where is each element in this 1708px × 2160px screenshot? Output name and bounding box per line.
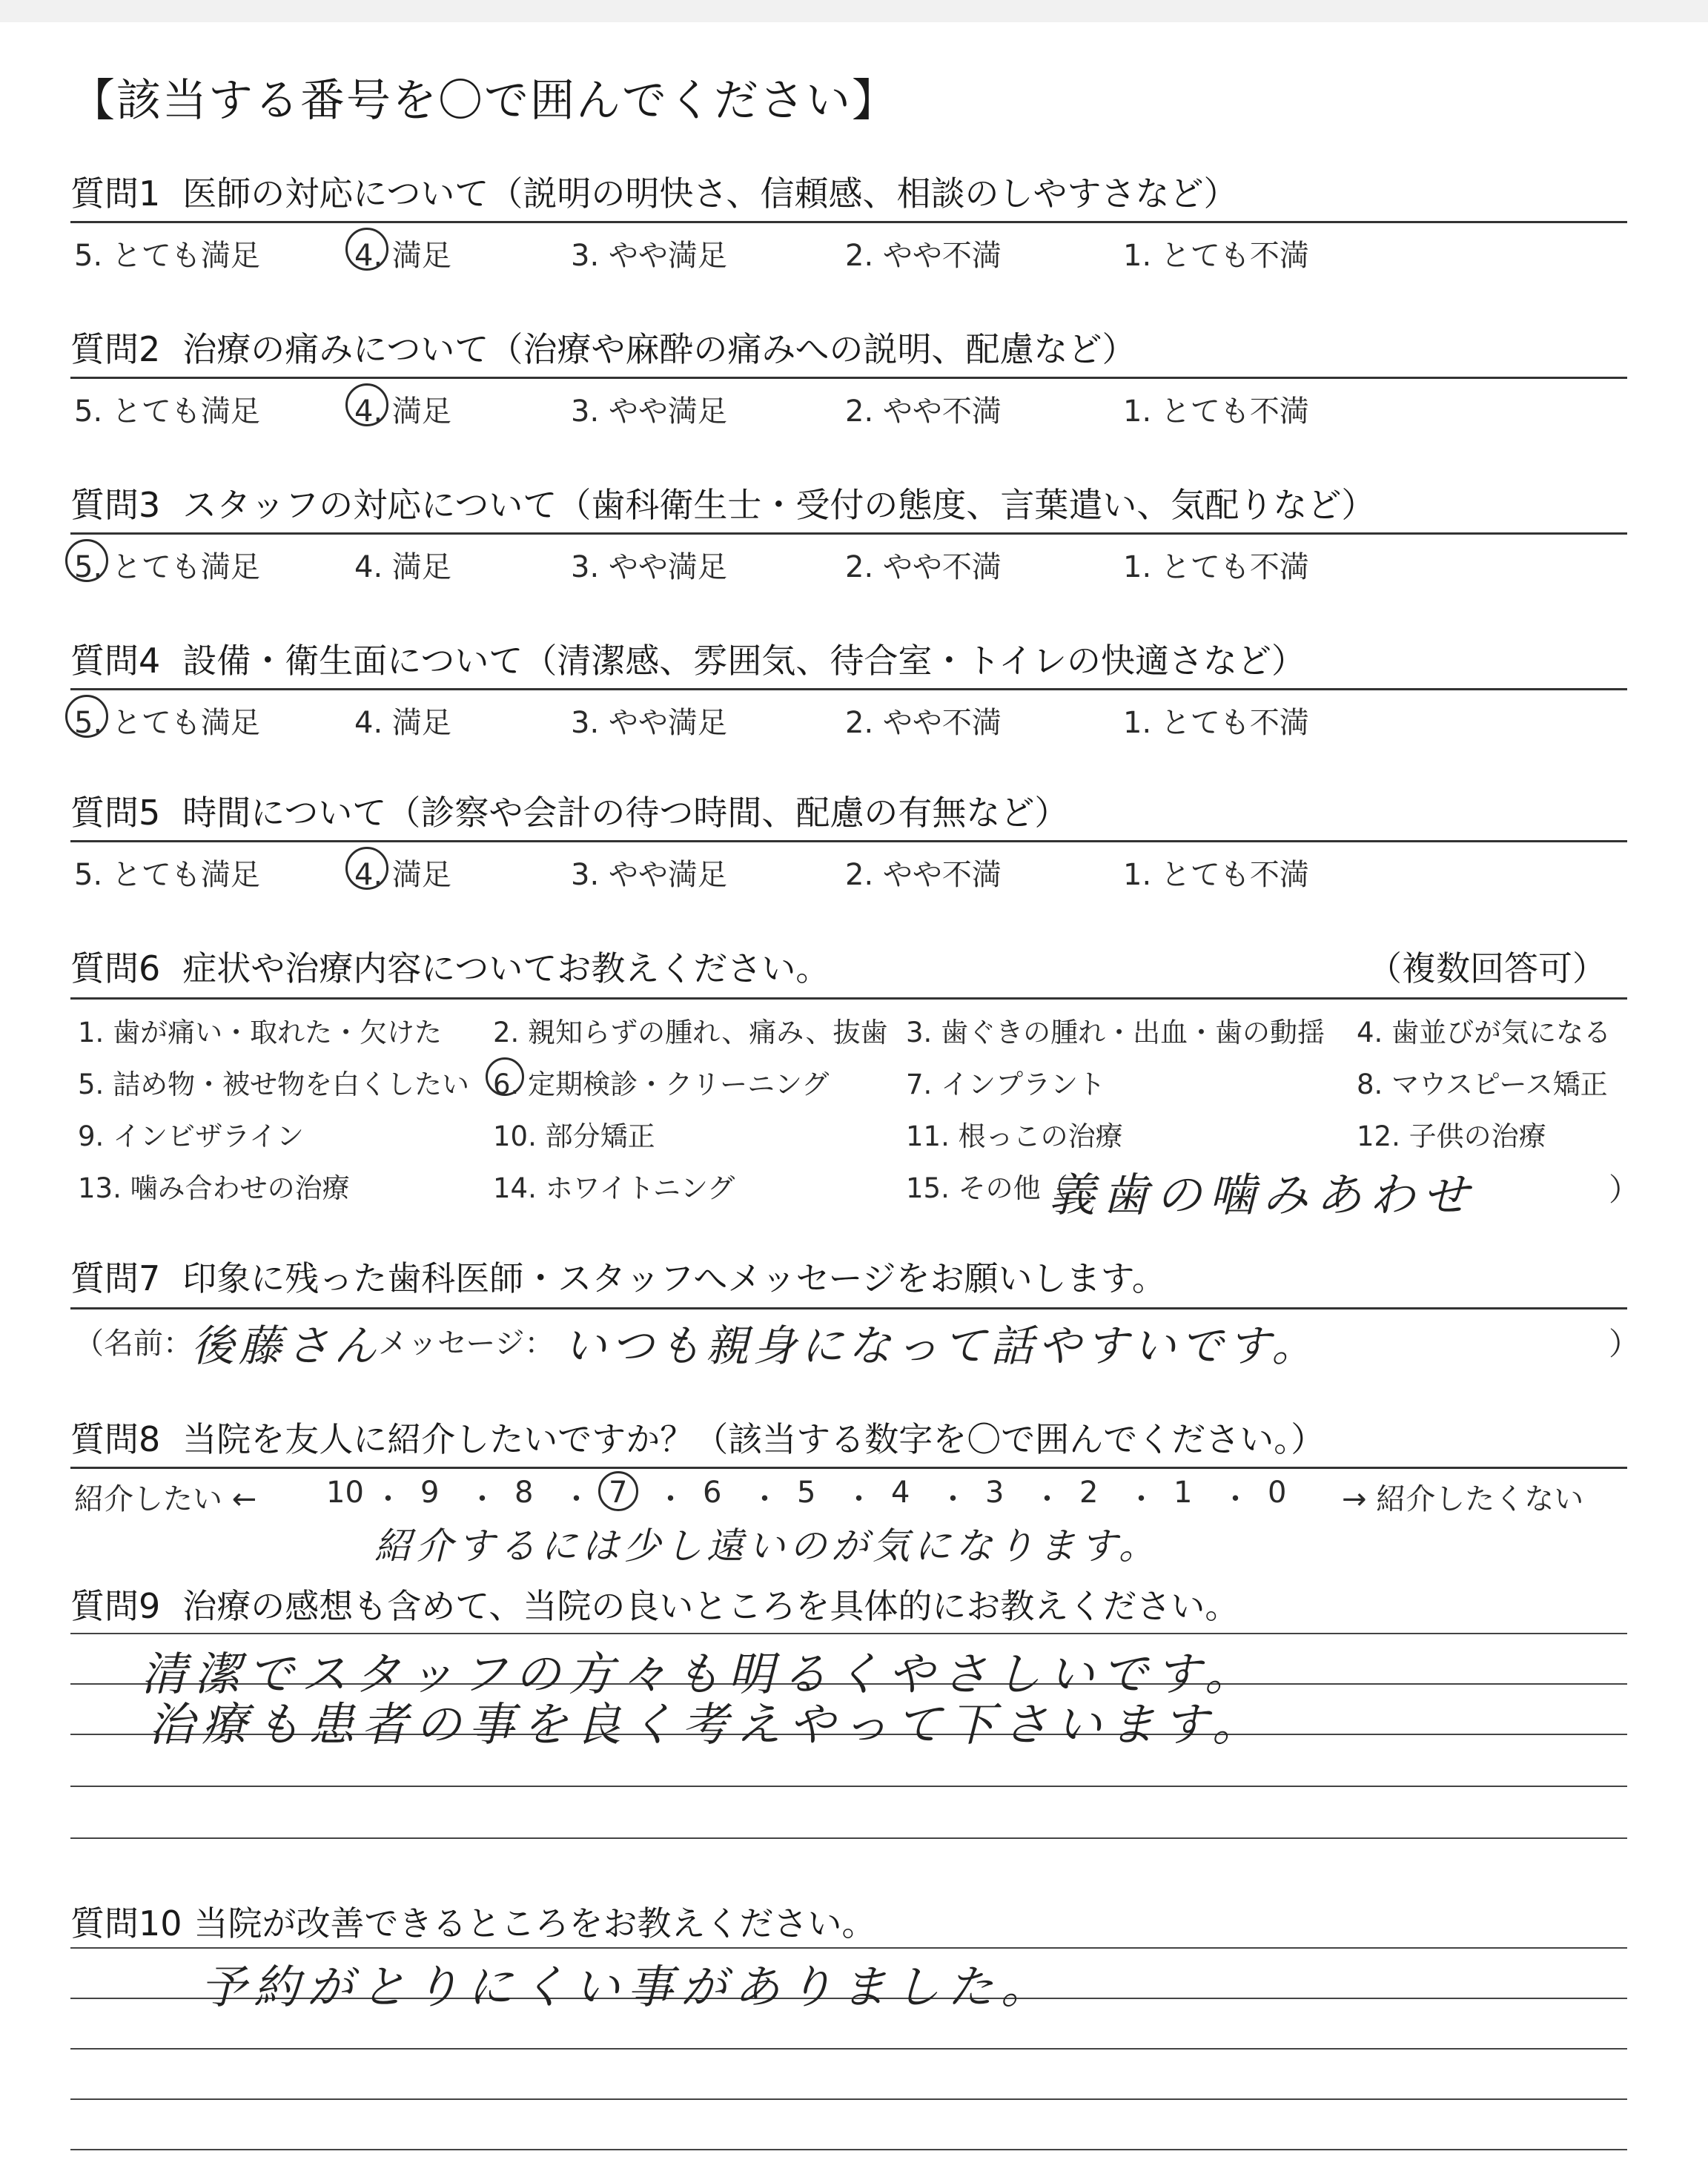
q7-message-label: メッセージ： [378,1327,555,1361]
q1-option-3[interactable]: 3. やや満足 [571,239,727,273]
q8-scale-value-8[interactable]: 8 [514,1476,534,1510]
q7-name-label: （名前： [74,1327,193,1361]
q6-option-8[interactable]: 8. マウスピース矯正 [1357,1069,1608,1100]
q8-scale-separator: ・ [1126,1482,1156,1516]
q4-option-3[interactable]: 3. やや満足 [571,706,727,740]
q8-heading [70,1413,1325,1462]
q8-scale-value-10[interactable]: 10 [326,1476,364,1510]
q10-text: 当院が改善できるところをお教えください。 [193,1903,876,1943]
q7-number: 質問7 [70,1258,161,1298]
q2-option-2[interactable]: 2. やや不満 [845,394,1002,429]
q1-rule [70,221,1627,223]
q8-scale-value-0[interactable]: 0 [1268,1476,1287,1510]
q6-option-3[interactable]: 3. 歯ぐきの腫れ・出血・歯の動揺 [906,1017,1325,1048]
q6-option-11[interactable]: 11. 根っこの治療 [906,1120,1123,1152]
q10-answer-line-1: 予約がとりにくい事がありました。 [200,1960,1055,2014]
q4-option-2[interactable]: 2. やや不満 [845,706,1002,740]
q8-scale-separator: ・ [938,1482,968,1516]
q8-scale-separator: ・ [561,1482,592,1516]
q5-heading [70,786,1068,835]
q8-text: 当院を友人に紹介したいですか？（該当する数字を〇で囲んでください。） [182,1419,1325,1459]
q10-line [70,2048,1627,2050]
q3-option-2[interactable]: 2. やや不満 [845,550,1002,584]
q8-scale-separator: ・ [467,1482,497,1516]
q3-rule [70,532,1627,535]
q4-heading [70,634,1305,683]
q7-name-handwritten: 後藤さん [191,1321,382,1371]
q6-option-14[interactable]: 14. ホワイトニング [493,1172,735,1204]
q6-selection-circle [486,1057,524,1096]
q8-scale-value-7[interactable]: 7 [609,1476,628,1510]
q1-option-4[interactable]: 4. 満足 [354,239,451,273]
q3-number: 質問3 [70,485,161,525]
q5-text: 時間について（診察や会計の待つ時間、配慮の有無など） [182,793,1069,833]
q4-rule [70,688,1627,690]
q4-option-1[interactable]: 1. とても不満 [1123,706,1309,740]
q6-option-15[interactable]: 15. その他（ [906,1172,1068,1204]
q3-selection-circle [65,539,108,582]
q7-heading [70,1252,1166,1301]
q6-rule [70,997,1627,1000]
q7-text: 印象に残った歯科医師・スタッフへメッセージをお願いします。 [182,1258,1166,1298]
q8-scale-separator: ・ [844,1482,874,1516]
q6-option-9[interactable]: 9. インビザライン [78,1120,304,1152]
q8-scale-value-9[interactable]: 9 [420,1476,440,1510]
q8-rule [70,1467,1627,1469]
q1-heading [70,167,1238,216]
q8-scale-value-6[interactable]: 6 [703,1476,722,1510]
scan-top-band [0,0,1708,22]
q8-scale-separator: ・ [1220,1482,1251,1516]
q2-number: 質問2 [70,329,161,369]
q3-option-4[interactable]: 4. 満足 [354,550,451,584]
q6-number: 質問6 [70,948,161,988]
q1-option-5[interactable]: 5. とても満足 [74,239,260,273]
q8-scale-value-4[interactable]: 4 [891,1476,910,1510]
q6-option-10[interactable]: 10. 部分矯正 [493,1120,655,1152]
q1-option-2[interactable]: 2. やや不満 [845,239,1002,273]
q1-number: 質問1 [70,174,161,214]
q4-selection-circle [65,695,108,738]
q6-option-13[interactable]: 13. 噛み合わせの治療 [78,1172,350,1204]
form-instruction-header: 【該当する番号を〇で囲んでください】 [70,75,898,127]
q7-message-handwritten: いつも親身になって話やすいです。 [563,1321,1320,1371]
q8-comment-handwritten: 紹介するには少し遠いのが気になります。 [374,1525,1160,1568]
q2-text: 治療の痛みについて（治療や麻酔の痛みへの説明、配慮など） [182,329,1136,369]
q4-option-4[interactable]: 4. 満足 [354,706,451,740]
q5-option-2[interactable]: 2. やや不満 [845,858,1002,892]
q2-rule [70,377,1627,379]
q6-other-close: ） [1609,1172,1641,1208]
q9-line [70,1786,1627,1787]
q1-text: 医師の対応について（説明の明快さ、信頼感、相談のしやすさなど） [182,174,1238,214]
q8-scale-value-3[interactable]: 3 [985,1476,1004,1510]
q10-line [70,2149,1627,2150]
q6-option-2[interactable]: 2. 親知らずの腫れ、痛み、抜歯 [493,1017,888,1048]
q6-option-6[interactable]: 6. 定期検診・クリーニング [493,1069,830,1100]
q8-scale-separator: ・ [749,1482,780,1516]
q6-option-4[interactable]: 4. 歯並びが気になる [1357,1017,1612,1048]
q1-option-1[interactable]: 1. とても不満 [1123,239,1309,273]
q2-option-4[interactable]: 4. 満足 [354,394,451,429]
q8-right-label: → 紹介したくない [1342,1482,1584,1516]
q3-text: スタッフの対応について（歯科衛生士・受付の態度、言葉遣い、気配りなど） [182,485,1376,525]
q8-scale-value-2[interactable]: 2 [1079,1476,1099,1510]
q2-option-3[interactable]: 3. やや満足 [571,394,727,429]
q9-number: 質問9 [70,1586,161,1626]
q5-rule [70,840,1627,842]
q3-heading [70,478,1375,527]
q3-option-5[interactable]: 5. とても満足 [74,550,260,584]
q8-scale-value-1[interactable]: 1 [1174,1476,1193,1510]
q6-multiple-note: （複数回答可） [1368,948,1606,988]
q5-option-1[interactable]: 1. とても不満 [1123,858,1309,892]
q5-option-5[interactable]: 5. とても満足 [74,858,260,892]
q4-number: 質問4 [70,641,161,681]
q6-text: 症状や治療内容についてお教えください。 [182,948,830,988]
q3-option-3[interactable]: 3. やや満足 [571,550,727,584]
q9-text: 治療の感想も含めて、当院の良いところを具体的にお教えください。 [182,1586,1239,1626]
q6-heading [70,942,830,991]
q2-option-1[interactable]: 1. とても不満 [1123,394,1309,429]
q6-option-5[interactable]: 5. 詰め物・被せ物を白くしたい [78,1069,470,1100]
q8-scale-value-5[interactable]: 5 [797,1476,816,1510]
q6-other-handwritten: 義歯の噛みあわせ [1049,1168,1477,1222]
q8-number: 質問8 [70,1419,161,1459]
q9-line [70,1837,1627,1839]
q3-option-1[interactable]: 1. とても不満 [1123,550,1309,584]
q5-number: 質問5 [70,793,161,833]
q7-close: ） [1609,1326,1641,1362]
q2-option-5[interactable]: 5. とても満足 [74,394,260,429]
q4-text: 設備・衛生面について（清潔感、雰囲気、待合室・トイレの快適さなど） [182,641,1306,681]
q9-answer-line-1: 清潔でスタッフの方々も明るくやさしいです。 [141,1647,1259,1701]
q10-line [70,2098,1627,2100]
q9-heading [70,1579,1239,1628]
q10-number: 質問10 [70,1903,182,1943]
q8-selection-circle [598,1471,638,1511]
q6-option-12[interactable]: 12. 子供の治療 [1357,1120,1546,1152]
q2-selection-circle [345,383,388,426]
q8-left-label: 紹介したい ← [74,1482,257,1516]
q5-option-4[interactable]: 4. 満足 [354,858,451,892]
q8-scale-separator: ・ [655,1482,686,1516]
q7-rule [70,1307,1627,1309]
q4-option-5[interactable]: 5. とても満足 [74,706,260,740]
q6-option-7[interactable]: 7. インプラント [906,1069,1106,1100]
q5-selection-circle [345,847,388,890]
q1-selection-circle [345,228,388,271]
q9-line [70,1633,1627,1634]
q2-heading [70,323,1136,371]
q6-option-1[interactable]: 1. 歯が痛い・取れた・欠けた [78,1017,443,1048]
q8-scale-separator: ・ [1032,1482,1062,1516]
q10-line [70,1947,1627,1949]
q5-option-3[interactable]: 3. やや満足 [571,858,727,892]
q10-heading [70,1897,876,1946]
q8-scale-separator: ・ [373,1482,403,1516]
q9-answer-line-2: 治療も患者の事を良く考えやって下さいます。 [148,1697,1266,1751]
